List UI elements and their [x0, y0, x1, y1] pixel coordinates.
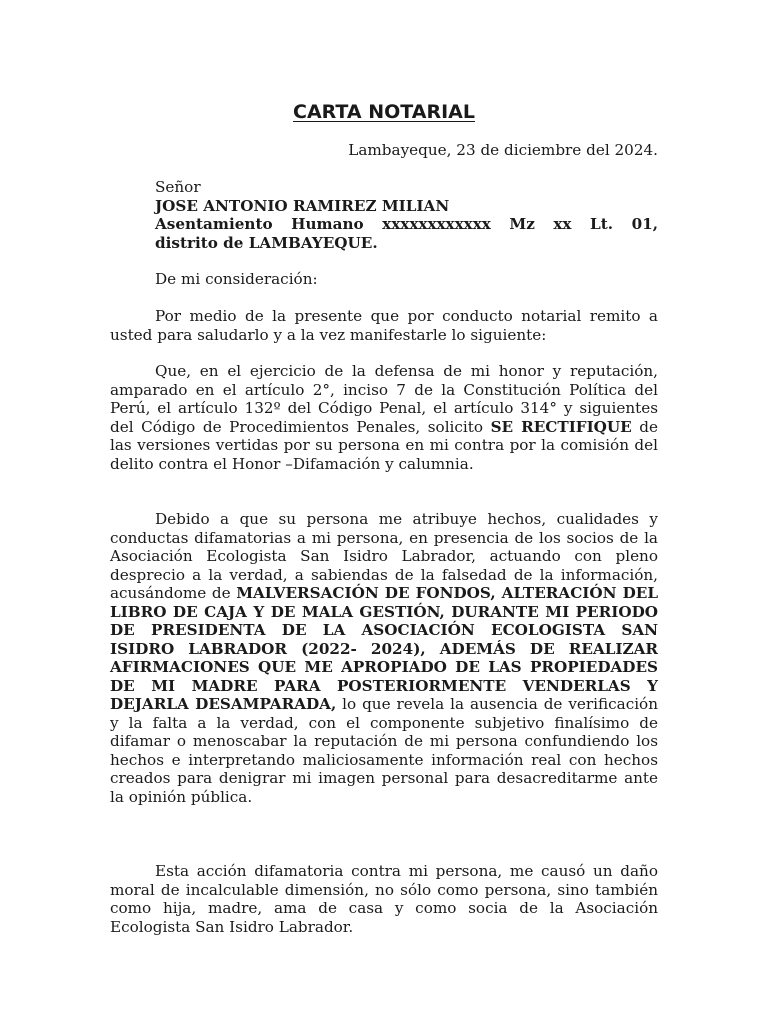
paragraph-request-text-end: de las versiones vertidas por su persona en mi contra por la comisión del delito contra el Honor –Difamación y calumnia.: [110, 417, 658, 473]
date-line: Lambayeque, 23 de diciembre del 2024.: [348, 141, 658, 159]
recipient-salutation: Señor: [155, 178, 201, 196]
paragraph-accusation-text-end: lo que revela la ausencia de verificación y la falta a la verdad, con el componente subjetivo finalísimo de difamar o menoscabar la reputación de mi persona confundiendo los hechos e interpretando maliciosamente información real con hechos creados para denigrar mi imagen personal para desacreditarme ante la opinión pública.: [110, 695, 658, 806]
paragraph-request: [110, 362, 658, 473]
recipient-block: [155, 178, 658, 252]
recipient-name: JOSE ANTONIO RAMIREZ MILIAN: [155, 196, 450, 215]
paragraph-accusation-bold: MALVERSACIÓN DE FONDOS, ALTERACIÓN DEL LIBRO DE CAJA Y DE MALA GESTIÓN, DURANTE MI PERIODO DE PRESIDENTA DE LA ASOCIACIÓN ECOLOGISTA SAN ISIDRO LABRADOR (2022- 2024), ADEMÁS DE REALIZAR AFIRMACIONES QUE ME APROPIADO DE LAS PROPIEDADES DE MI MADRE PARA POSTERIORMENTE VENDERLAS Y DEJARLA DESAMPARADA,: [110, 584, 659, 713]
paragraph-damage: Esta acción difamatoria contra mi persona, me causó un daño moral de incalculable dimensión, no sólo como persona, sino también como hija, madre, ama de casa y como socia de la Asociación Ecologista San Isidro Labrador.: [110, 862, 658, 936]
greeting: De mi consideración:: [155, 270, 318, 288]
paragraph-request-text: Que, en el ejercicio de la defensa de mi honor y reputación, amparado en el artículo 2°, inciso 7 de la Constitución Política del Perú, el artículo 132º del Código Penal, el artículo 314° y siguientes del Código de Procedimientos Penales, solicito: [110, 362, 658, 436]
document-title: CARTA NOTARIAL: [293, 101, 475, 123]
recipient-address-line1: Asentamiento Humano xxxxxxxxxxxx Mz xx Lt. 01,: [155, 215, 658, 233]
paragraph-accusation: [110, 510, 658, 806]
paragraph-intro: Por medio de la presente que por conducto notarial remito a usted para saludarlo y a la vez manifestarle lo siguiente:: [110, 307, 658, 344]
paragraph-request-bold: SE RECTIFIQUE: [490, 417, 632, 436]
paragraph-accusation-text: Debido a que su persona me atribuye hechos, cualidades y conductas difamatorias a mi persona, en presencia de los socios de la Asociación Ecologista San Isidro Labrador, actuando con pleno desprecio a la verdad, a sabiendas de la falsedad de la información, acusándome de: [110, 510, 658, 602]
recipient-address-line2: distrito de LAMBAYEQUE.: [155, 233, 378, 252]
